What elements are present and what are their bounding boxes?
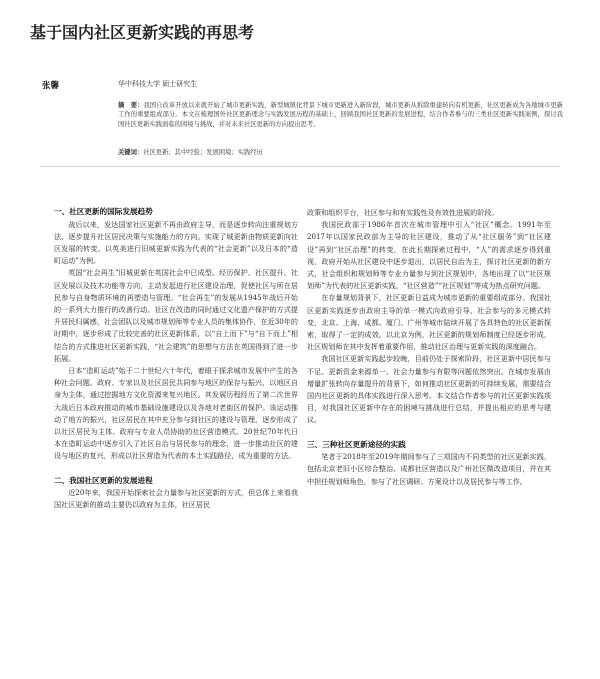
keywords-label: 关键词： bbox=[118, 149, 144, 156]
author-name: 张馨 bbox=[42, 81, 60, 91]
paragraph: 日本“造町运动”始于二十世纪六十年代，着眼于探求城市发展中产生的各种社会问题。政府、专家以及社区居民共同参与地区的保存与振兴，以地区自身为主体，通过挖掘地方文化资源来复兴地区。其发展历程经历了第二次世界大战后日本政府推动的城市基础设施建设以及各地对老街区的保护。该运动推动了地方的振兴，社区居民在其中充分参与到社区的建设与管理，逐步形成了以社区居民为主体、政府与专业人员协助的社区营造模式。20世纪70年代日本在造町运动中逐步引入了社区自治与居民参与的理念，进一步推动社区的建设与地区的复兴，形成以社区营造为代表的本土实践路径，成为重要的方法。 bbox=[54, 365, 298, 461]
abstract-text: 我国自改革开放以来就开始了城市更新实践，新型城镇化背景下城市更新进入新阶段，城市更新从拆除重建转向有机更新，社区更新成为各地城市更新工作的重要组成部分。本文在梳理国外社区更新理念与实践发展历程的基础上，回顾我国社区更新的发展进程，结合作者参与的三类社区更新实践案例，探讨我国社区更新实践面临的困境与挑战，并对未来社区更新的方向提出思考。 bbox=[118, 102, 564, 128]
right-column bbox=[307, 207, 551, 488]
abstract bbox=[118, 101, 563, 129]
paper-title: 基于国内社区更新实践的再思考 bbox=[30, 23, 255, 42]
section-heading: 一、社区更新的国际发展趋势 bbox=[54, 207, 153, 216]
paragraph: 我国民政部于1986年首次在城市管理中引入“社区”概念。1991年至2017年以国家民政部为主导的社区建设，推动了从“社区服务”到“社区建设”再到“社区治理”的转变，在此长期探索过程中，“人”的需求逐步得到重视，政府开始从社区建设中逐步退出，以居民自治为主，探讨社区更新的新方式，社会组织和规划师等专业力量参与到社区规划中，各地出现了以“社区规划师”为代表的社区更新实践，“社区营造”“社区规划”等成为热点研究问题。 bbox=[307, 220, 551, 291]
header-divider bbox=[40, 166, 560, 167]
abstract-label: 摘 要： bbox=[118, 102, 144, 109]
paragraph: 笔者于2018年至2019年期间参与了三项国内不同类型的社区更新实践，包括北京老旧小区综合整治、成都社区营造以及广州社区微改造项目，并在其中担任规划师角色，参与了社区调研、方案设计以及居民参与等工作。 bbox=[307, 452, 551, 486]
paragraph-continued: 政策和组织平台，社区参与和有实践性及有效性进展的阶段。 bbox=[307, 208, 499, 217]
section-heading: 三、三种社区更新途径的实践 bbox=[307, 439, 406, 449]
paragraph: 英国“社会再生”旧城更新在英国社会中已成型。经历保护、社区提升、社区发展以及技术功能等方向，主动发起进行社区建设治理，促使社区与所在居民参与自身物质环境的再塑造与管理。“社会再生”的发展从1945年战后开始的一系列大力推行的改善行动。社区在改造的同时通过文化遗产保护的方式提升居民归属感，社会团队以及城市规划师等专业人员的集体协作，在近30年的时期中，逐步形成了比较完善的社区更新体系，以“自上而下”与“自下而上”相结合的方式推进社区更新实践，“社会建筑”的思想与方法在英国得到了进一步拓展。 bbox=[54, 268, 298, 363]
paragraph: 近20年来，我国开始探索社会力量参与社区更新的方式，但总体上来看我国社区更新的推动主要仍以政府为主体，社区居民 bbox=[54, 488, 298, 510]
keywords bbox=[118, 148, 563, 157]
left-column bbox=[54, 206, 298, 511]
paragraph: 在存量规划背景下，社区更新日益成为城市更新的重要组成部分。我国社区更新实践逐步由政府主导的单一模式向政府引导、社会参与的多元模式转变，北京、上海、成都、厦门、广州等城市陆续开展了各具特色的社区更新探索，取得了一定的成效。以北京为例，社区更新的规划师制度已经逐步形成，社区规划师在其中发挥着重要作用，推动社区治理与更新实践的深度融合。 bbox=[307, 293, 551, 352]
section-gap bbox=[54, 463, 298, 475]
section-heading: 二、我国社区更新的发展进程 bbox=[54, 475, 153, 485]
keywords-text: 社区更新；其中经验；发展困境；实践经历 bbox=[143, 149, 263, 156]
paragraph: 我国社区更新实践起步较晚，目前仍处于探索阶段，社区更新中居民参与不足、更新资金来源单一、社会力量参与有限等问题依然突出。在城市发展由增量扩张转向存量提升的背景下，如何推动社区更新的可持续发展，需要结合国内社区更新的具体实践进行深入思考。本文结合作者参与的社区更新实践项目，对我国社区更新中存在的困境与挑战进行总结，并提出相应的思考与建议。 bbox=[307, 354, 551, 425]
paragraph: 战后以来，发达国家社区更新不再由政府主导，而是逐步转向注重规划方法、逐步提升社区居民决策与实施能力的方向。实现了城更新由物质更新向社区发展的转变。以英美进行旧城更新实践为代表的“社会更新”以及日本的“造町运动”为例。 bbox=[54, 219, 298, 266]
author-affiliation: 华中科技大学 硕士研究生 bbox=[118, 80, 198, 88]
section-gap bbox=[307, 427, 551, 439]
